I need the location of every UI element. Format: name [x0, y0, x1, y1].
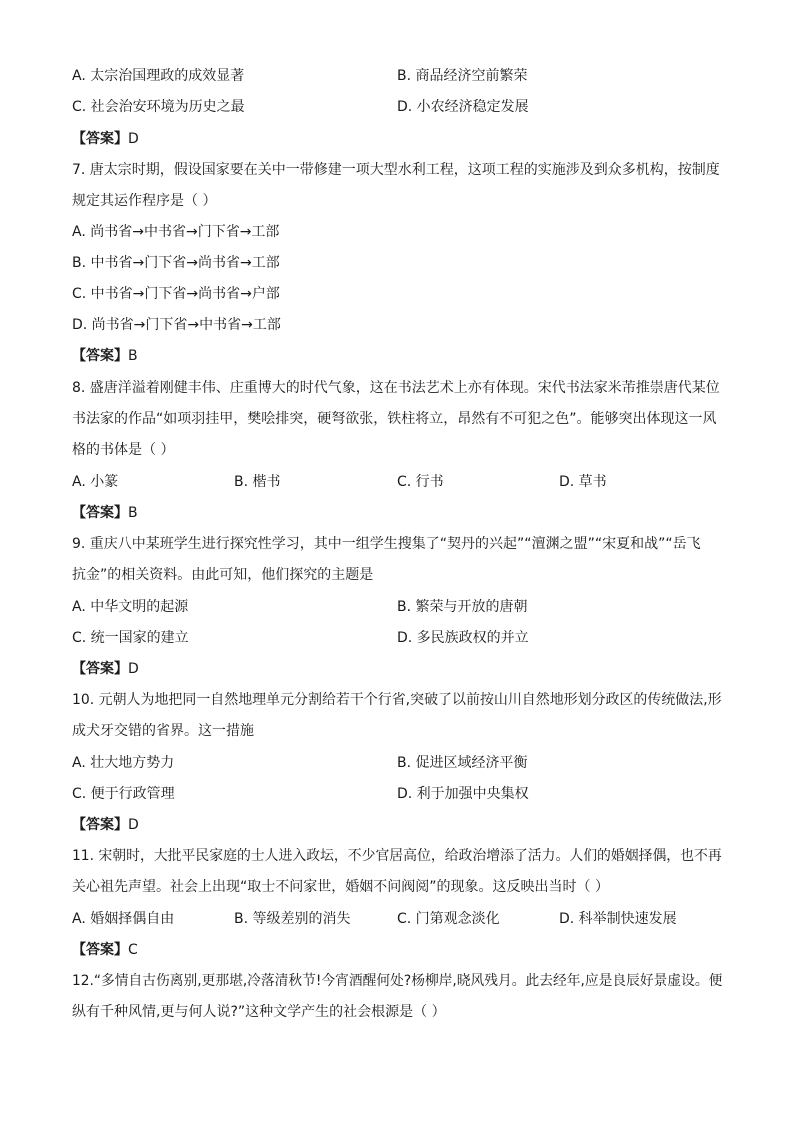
answer-value: D	[128, 817, 139, 833]
q12-stem-line2: 纵有千种风情,更与何人说?”这种文学产生的社会根源是（ ）	[72, 1004, 446, 1020]
q6-answer	[72, 129, 139, 149]
q10-option-c: C. 便于行政管理	[72, 786, 175, 802]
q6-option-c: C. 社会治安环境为历史之最	[72, 99, 245, 115]
q8-answer	[72, 503, 138, 523]
q11-option-d: D. 科举制快速发展	[559, 911, 677, 927]
answer-label: 【答案】	[72, 131, 128, 147]
q9-answer	[72, 659, 139, 679]
q8-option-d: D. 草书	[559, 474, 607, 490]
answer-value: C	[128, 942, 138, 958]
q10-option-a: A. 壮大地方势力	[72, 755, 175, 771]
q8-stem-line2: 书法家的作品“如项羽挂甲，樊哙排突，硬弩欲张，铁柱将立，昂然有不可犯之色”。能够突出体现这一风	[72, 411, 717, 427]
q9-stem-line2: 抗金”的相关资料。由此可知，他们探究的主题是	[72, 567, 374, 583]
q9-option-b: B. 繁荣与开放的唐朝	[397, 599, 528, 615]
q12-stem-line1: 12.“多情自古伤离别,更那堪,冷落清秋节!今宵酒醒何处?杨柳岸,晓风残月。此去经年,应是良辰好景虚设。便	[72, 973, 723, 989]
q11-option-a: A. 婚姻择偶自由	[72, 911, 175, 927]
q7-stem-line2: 规定其运作程序是（ ）	[72, 193, 217, 209]
q6-option-b: B. 商品经济空前繁荣	[397, 68, 528, 84]
q10-stem-line1: 10. 元朝人为地把同一自然地理单元分割给若干个行省,突破了以前按山川自然地形划分政区的传统做法,形	[72, 692, 722, 708]
q7-option-a: A. 尚书省→中书省→门下省→工部	[72, 224, 280, 240]
q7-option-b: B. 中书省→门下省→尚书省→工部	[72, 255, 280, 271]
q11-stem-line2: 关心祖先声望。社会上出现“取士不问家世，婚姻不问阀阅”的现象。这反映出当时（ ）	[72, 879, 609, 895]
q7-stem-line1: 7. 唐太宗时期，假设国家要在关中一带修建一项大型水利工程，这项工程的实施涉及到众多机构，按制度	[72, 162, 720, 178]
q10-answer	[72, 815, 139, 835]
answer-label: 【答案】	[72, 817, 128, 833]
q6-option-a: A. 太宗治国理政的成效显著	[72, 68, 245, 84]
answer-value: D	[128, 661, 139, 677]
q8-option-a: A. 小篆	[72, 474, 119, 490]
q9-option-d: D. 多民族政权的并立	[397, 630, 529, 646]
q8-stem-line1: 8. 盛唐洋溢着刚健丰伟、庄重博大的时代气象，这在书法艺术上亦有体现。宋代书法家米芾推崇唐代某位	[72, 380, 720, 396]
q11-option-b: B. 等级差别的消失	[234, 911, 351, 927]
answer-label: 【答案】	[72, 348, 128, 364]
q9-option-c: C. 统一国家的建立	[72, 630, 189, 646]
q9-stem-line1: 9. 重庆八中某班学生进行探究性学习，其中一组学生搜集了“契丹的兴起”“澶渊之盟”“宋夏和战”“岳飞	[72, 536, 701, 552]
q11-answer	[72, 940, 138, 960]
q7-option-c: C. 中书省→门下省→尚书省→户部	[72, 286, 280, 302]
answer-value: D	[128, 131, 139, 147]
q10-stem-line2: 成犬牙交错的省界。这一措施	[72, 723, 254, 739]
q8-option-c: C. 行书	[397, 474, 444, 490]
q8-stem-line3: 格的书体是（ ）	[72, 442, 175, 458]
q8-option-b: B. 楷书	[234, 474, 281, 490]
q9-option-a: A. 中华文明的起源	[72, 599, 189, 615]
q11-stem-line1: 11. 宋朝时，大批平民家庭的士人进入政坛，不少官居高位，给政治增添了活力。人们的婚姻择偶，也不再	[72, 848, 722, 864]
q10-option-b: B. 促进区域经济平衡	[397, 755, 528, 771]
answer-label: 【答案】	[72, 661, 128, 677]
q11-option-c: C. 门第观念淡化	[397, 911, 500, 927]
q10-option-d: D. 利于加强中央集权	[397, 786, 529, 802]
q7-answer	[72, 346, 138, 366]
answer-label: 【答案】	[72, 942, 128, 958]
answer-label: 【答案】	[72, 505, 128, 521]
answer-value: B	[128, 348, 138, 364]
answer-value: B	[128, 505, 138, 521]
q6-option-d: D. 小农经济稳定发展	[397, 99, 529, 115]
q7-option-d: D. 尚书省→门下省→中书省→工部	[72, 317, 281, 333]
